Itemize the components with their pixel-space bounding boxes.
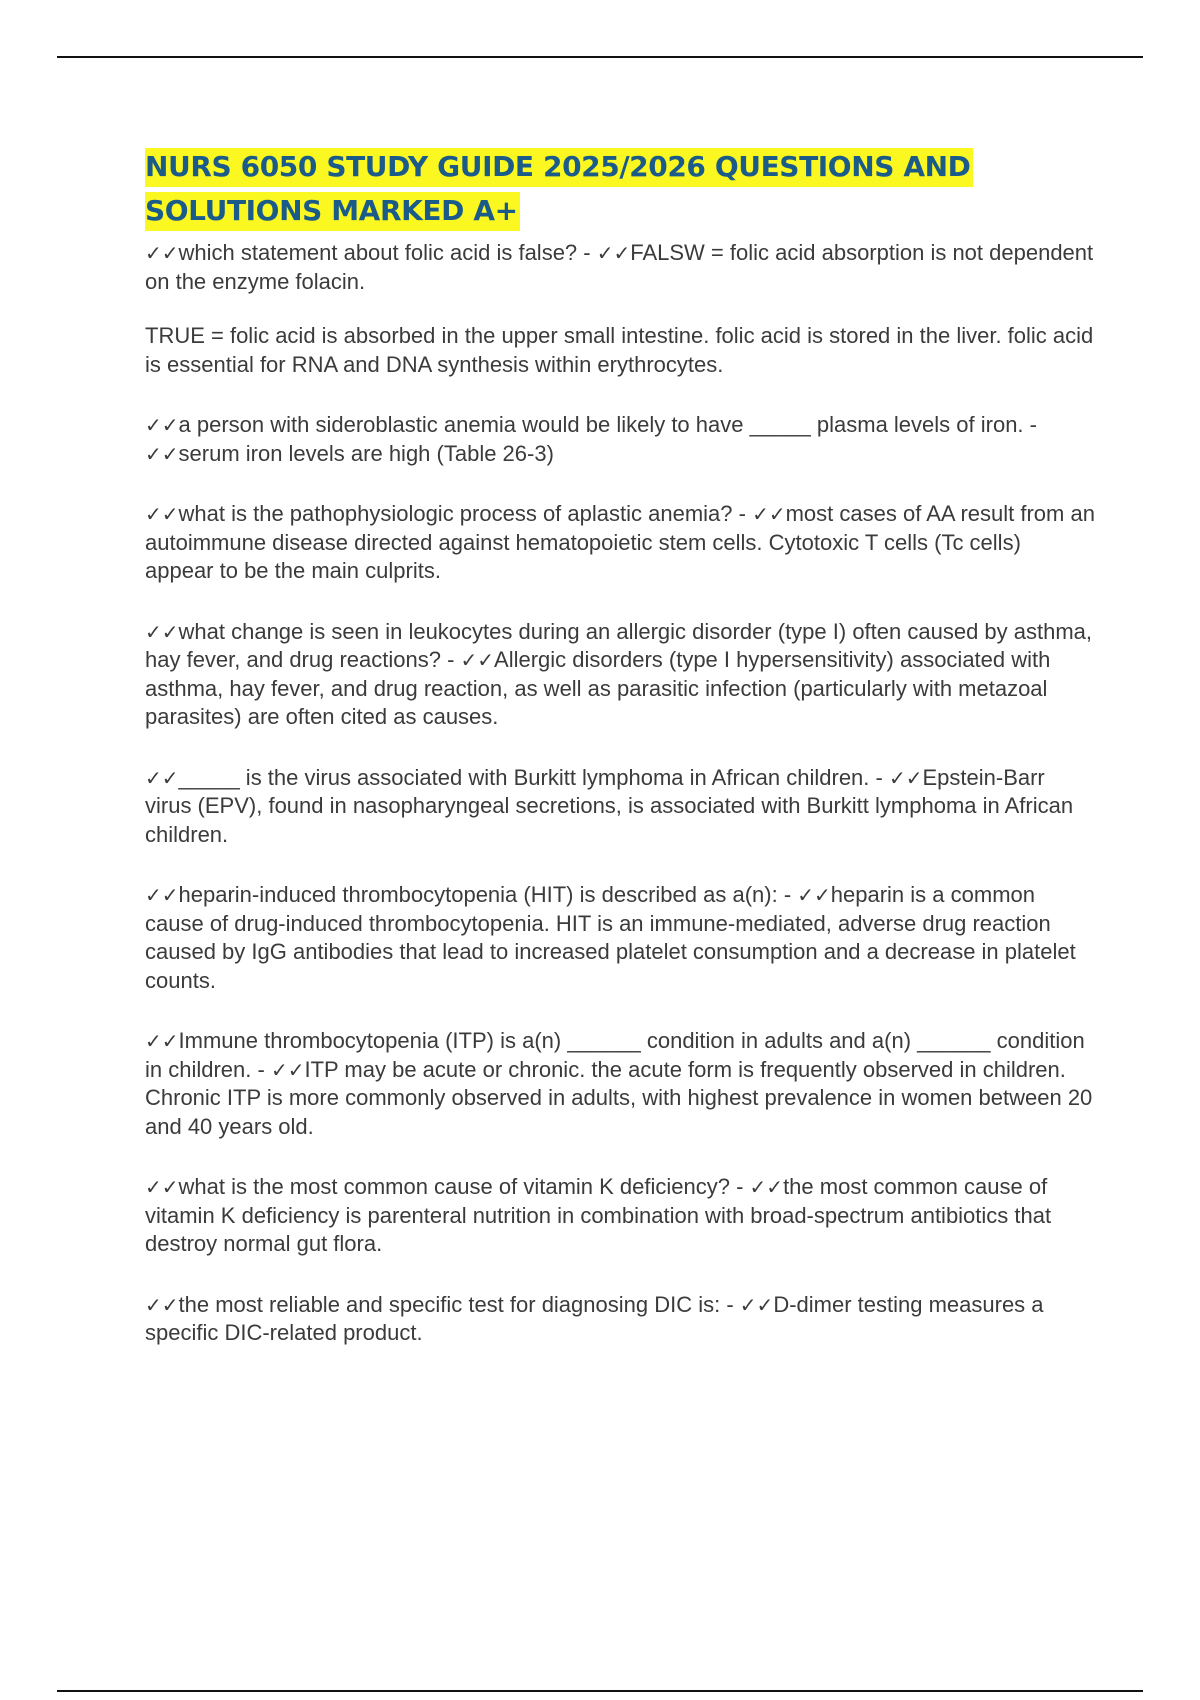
- qa-item: [145, 618, 1095, 732]
- check-mark-icon: ✓✓: [145, 1292, 179, 1317]
- question-text: the most reliable and specific test for diagnosing DIC is:: [178, 1291, 721, 1317]
- check-mark-icon: ✓✓: [145, 413, 179, 437]
- title-highlight: NURS 6050 STUDY GUIDE 2025/2026 QUESTIONS AND SOLUTIONS MARKED A+: [145, 148, 973, 231]
- qa-item: [145, 1173, 1095, 1259]
- qa-item: [145, 500, 1095, 586]
- question-text: heparin-induced thrombocytopenia (HIT) is described as a(n):: [178, 882, 778, 907]
- bottom-rule: [57, 1690, 1143, 1692]
- check-mark-icon: ✓✓: [145, 502, 179, 526]
- qa-item: [145, 764, 1095, 850]
- check-mark-icon: ✓✓: [270, 1057, 305, 1082]
- qa-separator: -: [869, 764, 889, 790]
- qa-separator: -: [440, 647, 461, 672]
- check-mark-icon: ✓✓: [145, 883, 179, 907]
- answer-text: ITP may be acute or chronic. the acute form is frequently observed in children. Chronic ITP is more commonly observed in adults, with highest prevalence in women between 20 and 40 years old.: [145, 1056, 1093, 1139]
- answer-text: D-dimer testing measures a specific DIC-related product.: [145, 1291, 1044, 1345]
- check-mark-icon: ✓✓: [888, 765, 923, 790]
- check-mark-icon: ✓✓: [145, 1175, 179, 1199]
- qa-note: TRUE = folic acid is absorbed in the upper small intestine. folic acid is stored in the liver. folic acid is essential for RNA and DNA synthesis within erythrocytes.: [145, 323, 1094, 377]
- question-text: Immune thrombocytopenia (ITP) is a(n) ______ condition in adults and a(n) ______ condition in children.: [145, 1028, 1085, 1082]
- question-text: what is the most common cause of vitamin K deficiency?: [178, 1174, 730, 1199]
- check-mark-icon: ✓✓: [145, 765, 179, 790]
- qa-separator: -: [777, 882, 798, 907]
- answer-text: serum iron levels are high (Table 26-3): [178, 440, 554, 466]
- top-rule: [57, 56, 1143, 58]
- answer-text: heparin is a common cause of drug-induced thrombocytopenia. HIT is an immune-mediated, adverse drug reaction caused by IgG antibodies that lead to increased platelet consumption and a decrease in platelet counts.: [145, 882, 1076, 993]
- check-mark-icon: ✓✓: [145, 241, 179, 265]
- answer-text: the most common cause of vitamin K deficiency is parenteral nutrition in combination with broad-spectrum antibiotics that destroy normal gut flora.: [145, 1174, 1052, 1256]
- qa-separator: -: [720, 1291, 740, 1317]
- check-mark-icon: ✓✓: [749, 1175, 784, 1199]
- qa-item: [145, 1291, 1095, 1348]
- qa-separator: -: [251, 1056, 271, 1082]
- question-text: _____ is the virus associated with Burkitt lymphoma in African children.: [178, 764, 870, 790]
- check-mark-icon: ✓✓: [145, 441, 179, 466]
- question-text: a person with sideroblastic anemia would be likely to have _____ plasma levels of iron.: [178, 412, 1024, 437]
- qa-item: [145, 881, 1095, 995]
- qa-separator: -: [1023, 412, 1037, 437]
- answer-text: FALSW = folic acid absorption is not dependent on the enzyme folacin.: [145, 240, 1094, 294]
- answer-text: Epstein-Barr virus (EPV), found in nasopharyngeal secretions, is associated with Burkitt lymphoma in African children.: [145, 764, 1074, 847]
- qa-item: [145, 411, 1095, 468]
- check-mark-icon: ✓✓: [797, 883, 831, 907]
- check-mark-icon: ✓✓: [460, 648, 495, 672]
- check-mark-icon: ✓✓: [596, 241, 631, 265]
- answer-text: Allergic disorders (type I hypersensitivity) associated with asthma, hay fever, and drug reaction, as well as parasitic infection (particularly with metazoal parasites) are often cited as causes.: [145, 647, 1051, 729]
- check-mark-icon: ✓✓: [145, 619, 179, 644]
- qa-separator: -: [729, 1174, 750, 1199]
- qa-separator: -: [577, 240, 597, 265]
- qa-item: [145, 239, 1095, 296]
- qa-separator: -: [732, 501, 753, 526]
- check-mark-icon: ✓✓: [145, 1029, 179, 1053]
- question-text: which statement about folic acid is false?: [178, 240, 578, 265]
- check-mark-icon: ✓✓: [752, 502, 786, 526]
- answer-text: most cases of AA result from an autoimmune disease directed against hematopoietic stem cells. Cytotoxic T cells (Tc cells) appear to be the main culprits.: [145, 501, 1095, 583]
- document-body: [145, 145, 1095, 1348]
- qa-item: [145, 1027, 1095, 1141]
- check-mark-icon: ✓✓: [739, 1292, 774, 1317]
- question-text: what change is seen in leukocytes during an allergic disorder (type I) often caused by asthma, hay fever, and drug reactions?: [145, 618, 1093, 672]
- document-title: [145, 145, 1095, 233]
- question-text: what is the pathophysiologic process of aplastic anemia?: [178, 501, 733, 526]
